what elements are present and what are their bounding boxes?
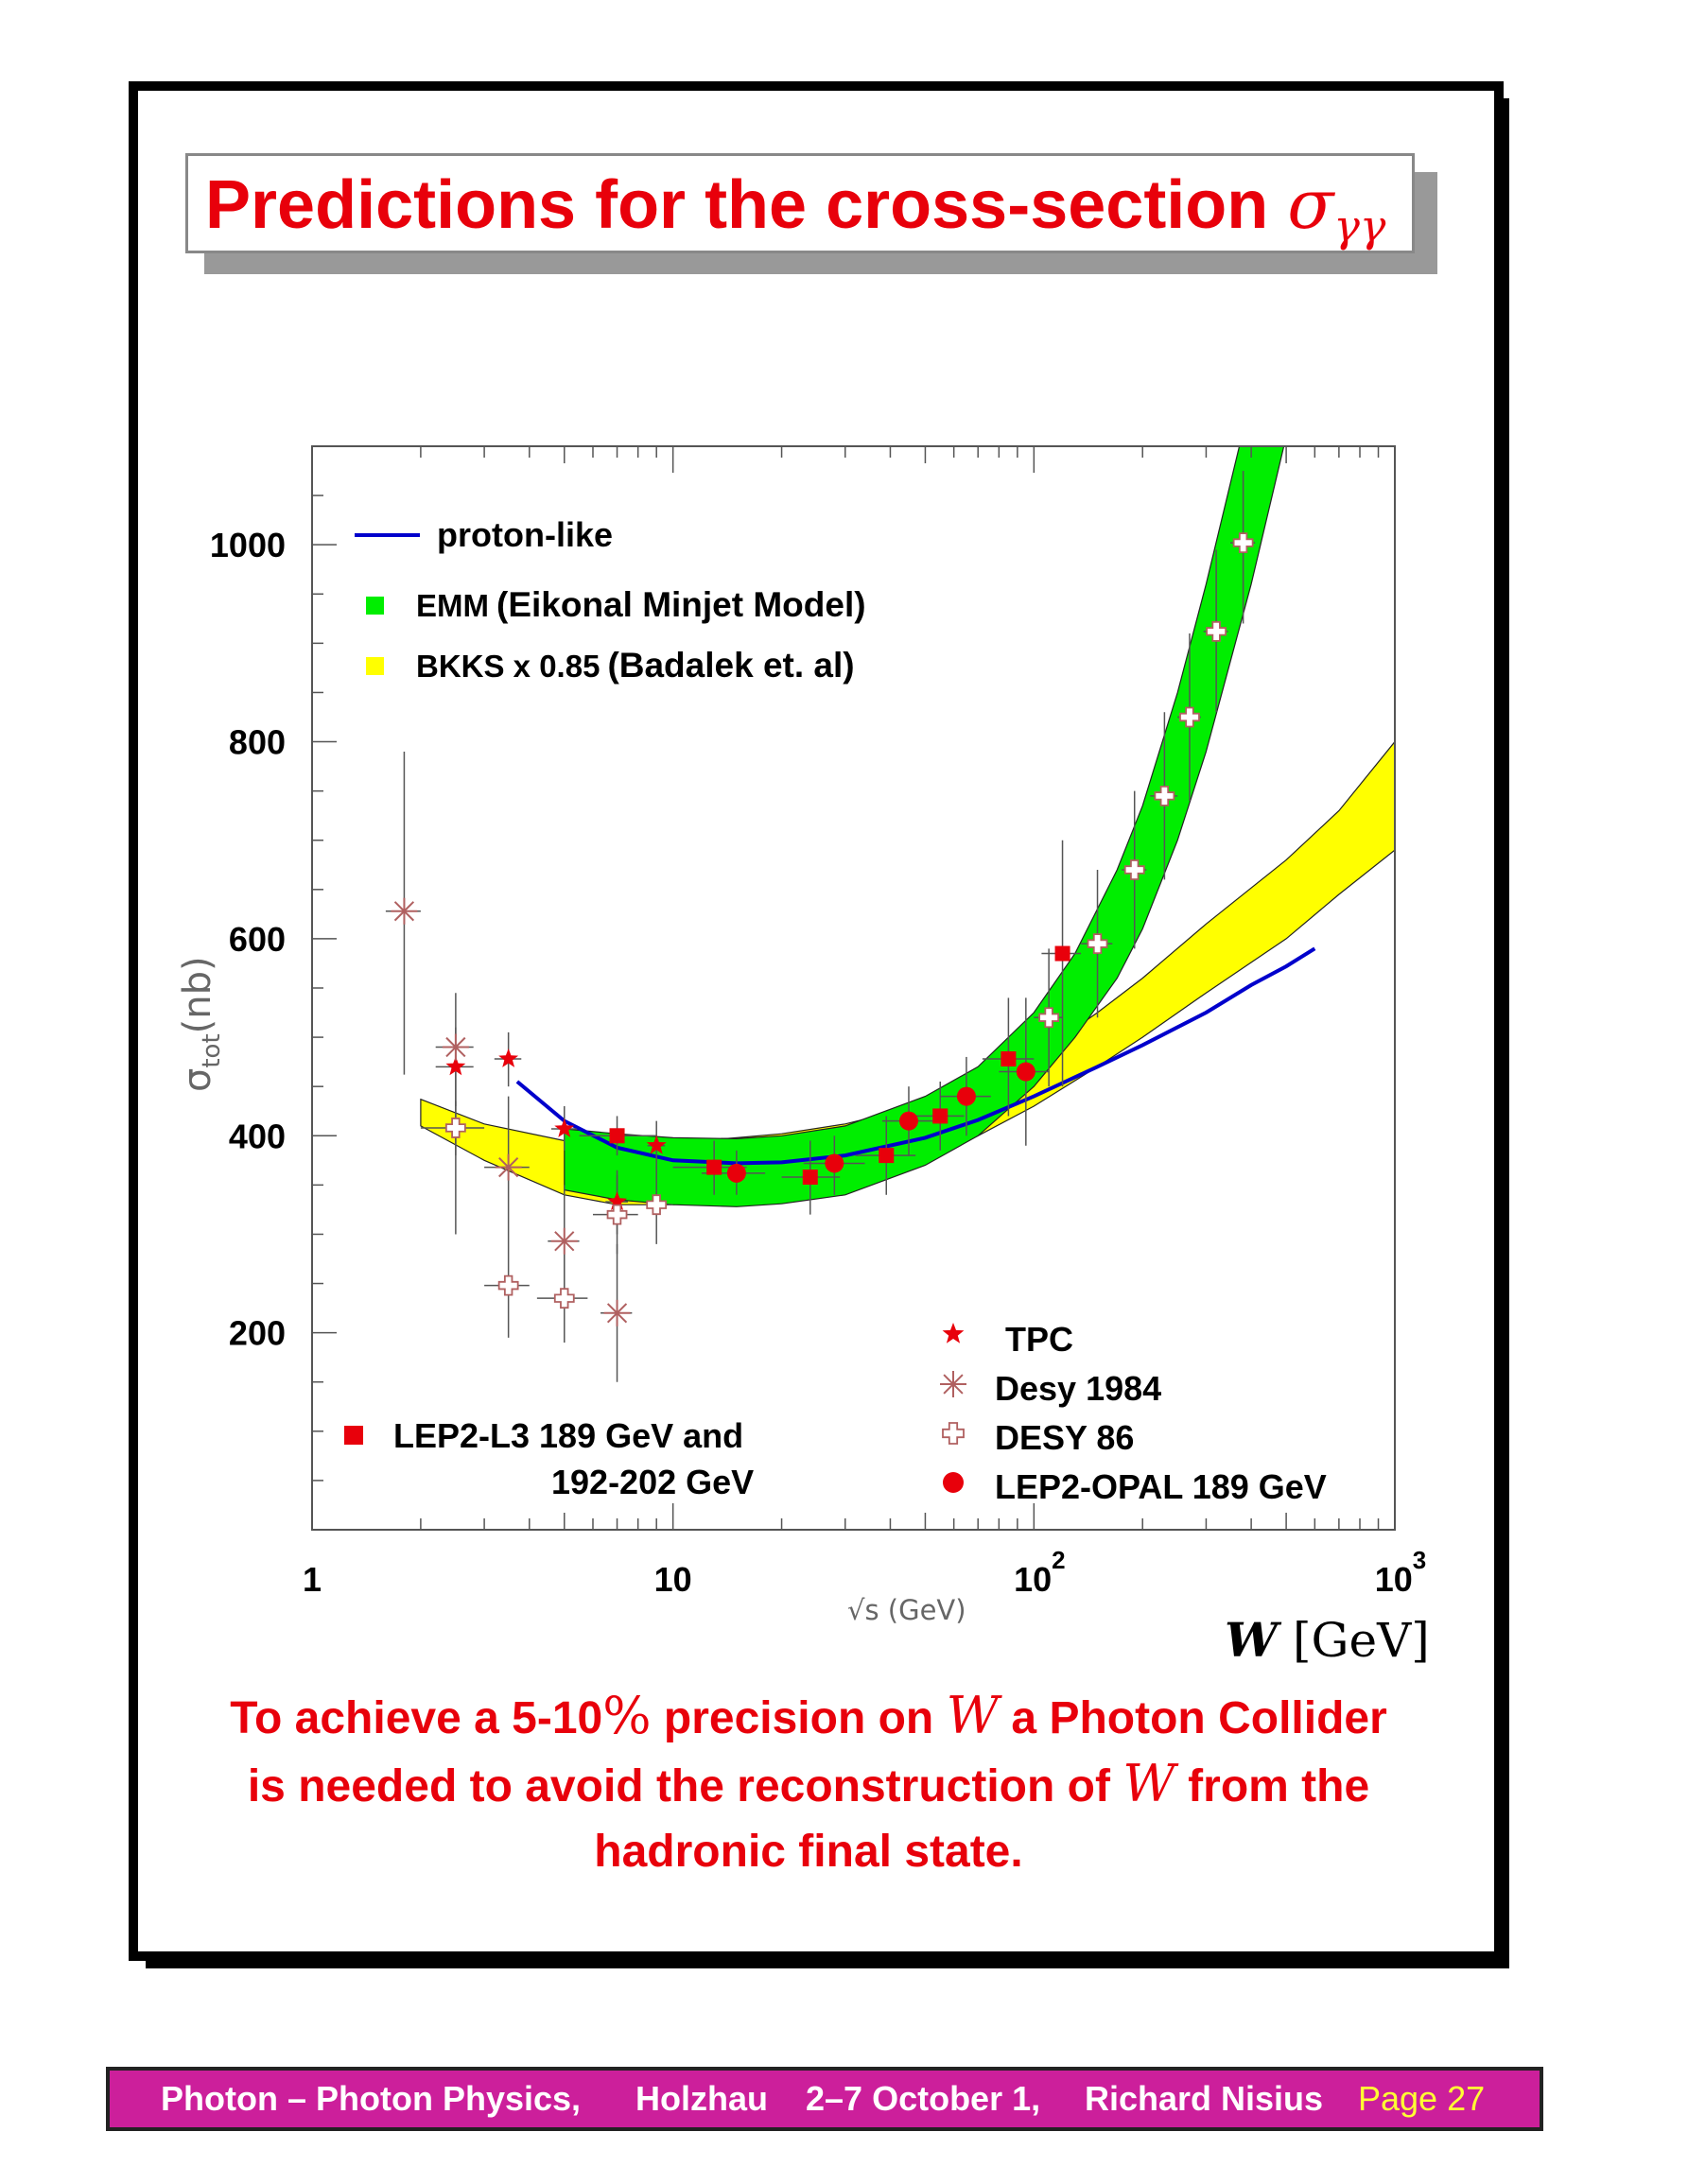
legend-proton-like-label: proton-like	[437, 515, 613, 554]
y-tick-label: 800	[228, 722, 286, 762]
legend-tpc-star	[943, 1323, 965, 1343]
circle-point	[825, 1153, 844, 1172]
x-axis-label: √s (GeV)	[847, 1594, 966, 1626]
legend-desy1984-marker	[940, 1371, 966, 1397]
legend-tpc-label: TPC	[1005, 1320, 1073, 1359]
asterisk-point	[496, 1154, 522, 1181]
legend-desy86-label: DESY 86	[995, 1418, 1135, 1457]
y-tick-label: 600	[228, 919, 286, 959]
conclusion-line-3: hadronic final state.	[594, 1827, 1023, 1877]
legend-desy1984-label: Desy 1984	[995, 1369, 1162, 1408]
legend-emm-label: EMM (Eikonal Minjet Model)	[416, 585, 866, 624]
asterisk-point	[604, 1300, 631, 1326]
circle-point	[957, 1087, 976, 1106]
footer-page-number: Page 27	[1358, 2079, 1486, 2118]
square-point	[1055, 946, 1070, 962]
y-tick-label: 400	[228, 1117, 286, 1156]
legend-desy86-cross	[943, 1423, 964, 1444]
square-point	[932, 1108, 948, 1123]
open-cross-point	[499, 1276, 518, 1295]
conclusion-text	[132, 1683, 1485, 1884]
square-point	[803, 1170, 818, 1185]
legend-emm-swatch	[366, 597, 384, 615]
y-tick-label: 1000	[209, 526, 286, 565]
conclusion-line-1: To achieve a 5-10% precision on W a Photon Collider	[230, 1686, 1387, 1745]
footer-bar	[106, 2067, 1543, 2131]
title-symbol: σ	[1287, 165, 1334, 244]
legend-l3-marker	[344, 1426, 363, 1445]
asterisk-point	[551, 1228, 578, 1255]
square-point	[879, 1148, 894, 1163]
title-main: Predictions for the cross-section	[205, 167, 1288, 243]
legend-opal-marker	[943, 1472, 964, 1493]
footer-date: 2–7 October 1,	[806, 2079, 1041, 2118]
legend-opal-circle	[943, 1472, 964, 1493]
legend-l3-label-line1: LEP2-L3 189 GeV and	[393, 1416, 744, 1455]
legend-bkks-swatch	[366, 657, 384, 675]
legend-l3-label-line2: 192-202 GeV	[551, 1463, 755, 1501]
x-tick-label: $10^2$	[1014, 1546, 1066, 1599]
square-point	[706, 1160, 722, 1175]
footer-title: Photon – Photon Physics,	[161, 2079, 582, 2118]
asterisk-point	[443, 1034, 469, 1061]
asterisk-point	[391, 898, 417, 925]
x-tick-label: $10^3$	[1374, 1546, 1427, 1599]
open-cross-point	[608, 1205, 627, 1224]
y-tick-label: 200	[228, 1313, 286, 1353]
legend-bkks-label: BKKS x 0.85 (Badalek et. al)	[416, 646, 855, 685]
legend-desy1984-asterisk	[940, 1371, 966, 1397]
y-axis-label: $\sigma_{tot}(nb)$	[176, 956, 226, 1092]
legend-tpc-marker	[943, 1323, 965, 1343]
circle-point	[899, 1112, 918, 1131]
open-cross-point	[555, 1289, 574, 1308]
footer-place: Holzhau	[635, 2079, 768, 2118]
x-tick-label: 1	[302, 1560, 322, 1599]
square-point	[1001, 1051, 1016, 1066]
circle-point	[727, 1164, 746, 1183]
square-point	[610, 1128, 625, 1143]
conclusion-line-2: is needed to avoid the reconstruction of W from the	[247, 1754, 1370, 1813]
circle-point	[1017, 1063, 1035, 1082]
axis-tick-labels	[210, 526, 1426, 1599]
legend-desy86-marker	[943, 1423, 964, 1444]
title-subscript: γγ	[1333, 200, 1386, 251]
x-tick-label: 10	[653, 1560, 692, 1599]
w-axis-label: W [GeV]	[1225, 1612, 1430, 1668]
legend-opal-label: LEP2-OPAL 189 GeV	[995, 1467, 1327, 1506]
footer-author: Richard Nisius	[1085, 2079, 1324, 2118]
